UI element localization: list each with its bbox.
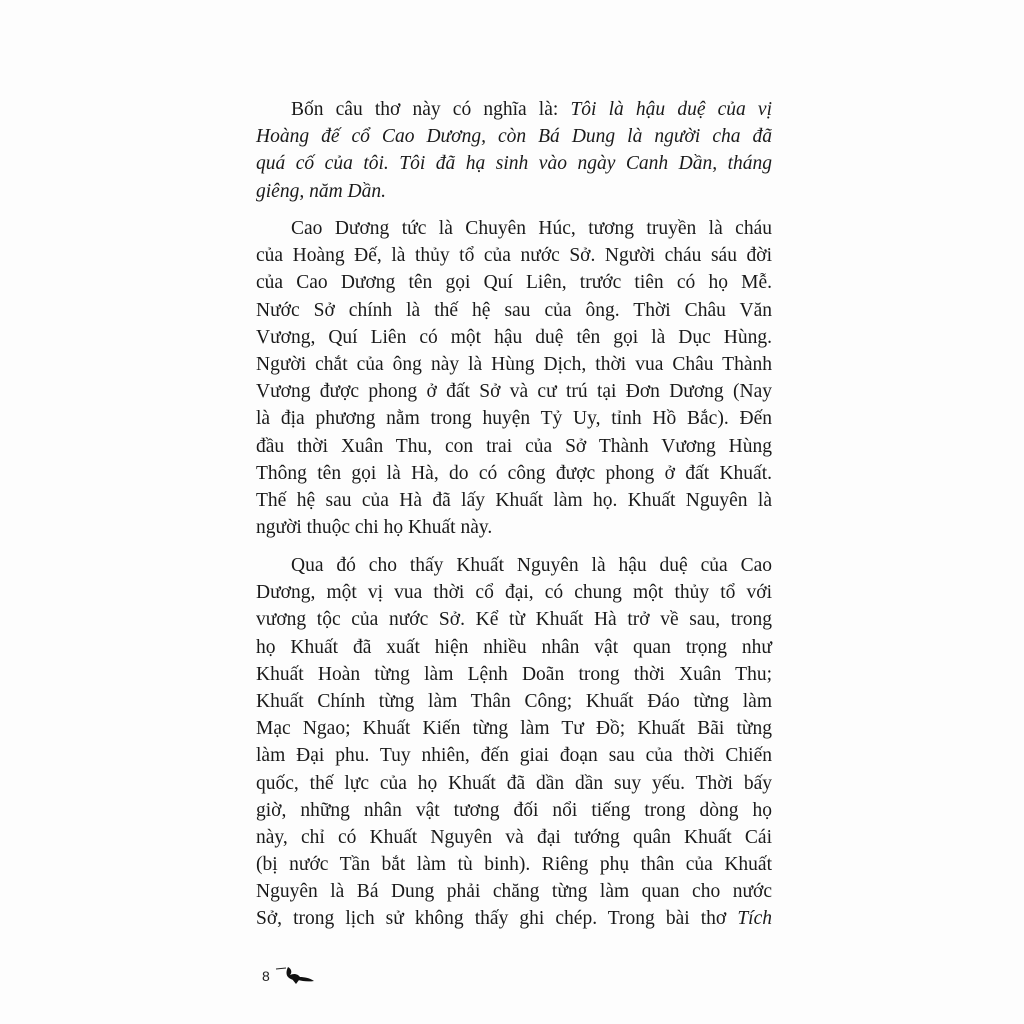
text-line [256, 324, 772, 351]
text-segment: giờ, những nhân vật tương đối nổi tiếng trong dòng họ [256, 799, 772, 821]
text-segment: Nguyên là Bá Dung phải chăng từng làm quan cho nước [256, 881, 772, 903]
text-line [256, 742, 772, 769]
text-line [256, 878, 772, 905]
line-content [256, 851, 772, 878]
text-segment: Qua đó cho thấy Khuất Nguyên là hậu duệ của Cao [291, 555, 772, 576]
text-segment: Vương, Quí Liên có một hậu duệ tên gọi là Dục Hùng. [256, 326, 772, 348]
line-content [256, 770, 772, 797]
paragraph-3 [256, 552, 772, 933]
text-segment: Vương được phong ở đất Sở và cư trú tại Đơn Dương (Nay [256, 381, 772, 403]
text-segment: này, chỉ có Khuất Nguyên và đại tướng quân Khuất Cái [256, 826, 772, 848]
text-segment: Khuất Chính từng làm Thân Công; Khuất Đáo từng làm [256, 690, 772, 712]
line-content [256, 269, 772, 296]
line-content [256, 824, 772, 851]
text-line [256, 606, 772, 633]
text-line [256, 297, 772, 324]
page-footer [262, 965, 316, 987]
text-segment: người thuộc chi họ Khuất này. [256, 517, 493, 539]
text-line [256, 269, 772, 296]
italic-text: Tôi là hậu duệ của vị [570, 99, 772, 120]
text-segment: Khuất Hoàn từng làm Lệnh Doãn trong thời Xuân Thu; [256, 663, 772, 685]
text-line [256, 552, 772, 579]
text-segment: (bị nước Tần bắt làm tù binh). Riêng phụ thân của Khuất [256, 854, 772, 876]
text-line [256, 579, 772, 606]
text-line [256, 96, 772, 123]
page-number: 8 [262, 968, 270, 984]
text-line [256, 433, 772, 460]
bird-ornament-icon [274, 965, 316, 987]
text-line [256, 351, 772, 378]
text-line [256, 405, 772, 432]
text-line [256, 215, 772, 242]
text-segment: của Cao Dương tên gọi Quí Liên, trước tiên có họ Mễ. [256, 272, 772, 294]
text-line [256, 688, 772, 715]
line-content [256, 661, 772, 688]
line-content [256, 514, 772, 541]
line-content [256, 905, 772, 932]
text-line [256, 150, 772, 177]
line-content [291, 552, 772, 579]
text-segment: Sở, trong lịch sử không thấy ghi chép. Trong bài thơ [256, 908, 738, 930]
text-line [256, 514, 772, 541]
line-content [256, 378, 772, 405]
line-content [256, 123, 772, 150]
line-content [256, 878, 772, 905]
text-segment: Mạc Ngao; Khuất Kiến từng làm Tư Đồ; Khuất Bãi từng [256, 718, 772, 740]
line-content [256, 606, 772, 633]
text-segment: quốc, thế lực của họ Khuất đã dần dần suy yếu. Thời bấy [256, 772, 772, 794]
text-line [256, 123, 772, 150]
text-segment: Cao Dương tức là Chuyên Húc, tương truyền là cháu [291, 218, 772, 239]
line-content [256, 324, 772, 351]
paragraph-2 [256, 215, 772, 541]
line-content [291, 96, 772, 123]
text-line [256, 178, 772, 205]
text-line [256, 661, 772, 688]
italic-text: quá cố của tôi. Tôi đã hạ sinh vào ngày Canh Dần, tháng [256, 153, 772, 175]
text-segment: Nước Sở chính là thế hệ sau của ông. Thời Châu Văn [256, 299, 772, 321]
line-content [256, 150, 772, 177]
line-content [256, 634, 772, 661]
text-line [256, 378, 772, 405]
text-line [256, 242, 772, 269]
line-content [256, 351, 772, 378]
italic-text: Tích [737, 908, 772, 930]
line-content [256, 715, 772, 742]
line-content [256, 579, 772, 606]
italic-text: giêng, năm Dần. [256, 180, 386, 202]
text-line [256, 634, 772, 661]
text-line [256, 460, 772, 487]
line-content [256, 433, 772, 460]
italic-text: Hoàng đế cổ Cao Dương, còn Bá Dung là người cha đã [256, 126, 772, 148]
line-content [256, 688, 772, 715]
line-content [256, 742, 772, 769]
line-content [291, 215, 772, 242]
line-content [256, 797, 772, 824]
text-line [256, 824, 772, 851]
text-line [256, 487, 772, 514]
text-segment: Người chắt của ông này là Hùng Dịch, thời vua Châu Thành [256, 353, 772, 375]
text-line [256, 770, 772, 797]
text-line [256, 851, 772, 878]
paragraph-1 [256, 96, 772, 205]
text-segment: đầu thời Xuân Thu, con trai của Sở Thành Vương Hùng [256, 435, 772, 457]
text-line [256, 797, 772, 824]
text-segment: Dương, một vị vua thời cổ đại, có chung một thủy tổ với [256, 582, 772, 604]
line-content [256, 297, 772, 324]
line-content [256, 460, 772, 487]
text-segment: họ Khuất đã xuất hiện nhiều nhân vật quan trọng như [256, 636, 772, 658]
text-segment: Thông tên gọi là Hà, do có công được phong ở đất Khuất. [256, 462, 772, 484]
line-content [256, 487, 772, 514]
line-content [256, 242, 772, 269]
line-content [256, 178, 772, 205]
text-segment: của Hoàng Đế, là thủy tổ của nước Sở. Người cháu sáu đời [256, 245, 772, 267]
text-segment: vương tộc của nước Sở. Kể từ Khuất Hà trở về sau, trong [256, 609, 772, 631]
text-segment: làm Đại phu. Tuy nhiên, đến giai đoạn sau của thời Chiến [256, 745, 772, 767]
text-segment: Thế hệ sau của Hà đã lấy Khuất làm họ. Khuất Nguyên là [256, 489, 772, 511]
line-content [256, 405, 772, 432]
text-segment: Bốn câu thơ này có nghĩa là: [291, 99, 571, 120]
text-line [256, 905, 772, 932]
text-segment: là địa phương nằm trong huyện Tỷ Uy, tỉnh Hồ Bắc). Đến [256, 408, 772, 430]
text-line [256, 715, 772, 742]
